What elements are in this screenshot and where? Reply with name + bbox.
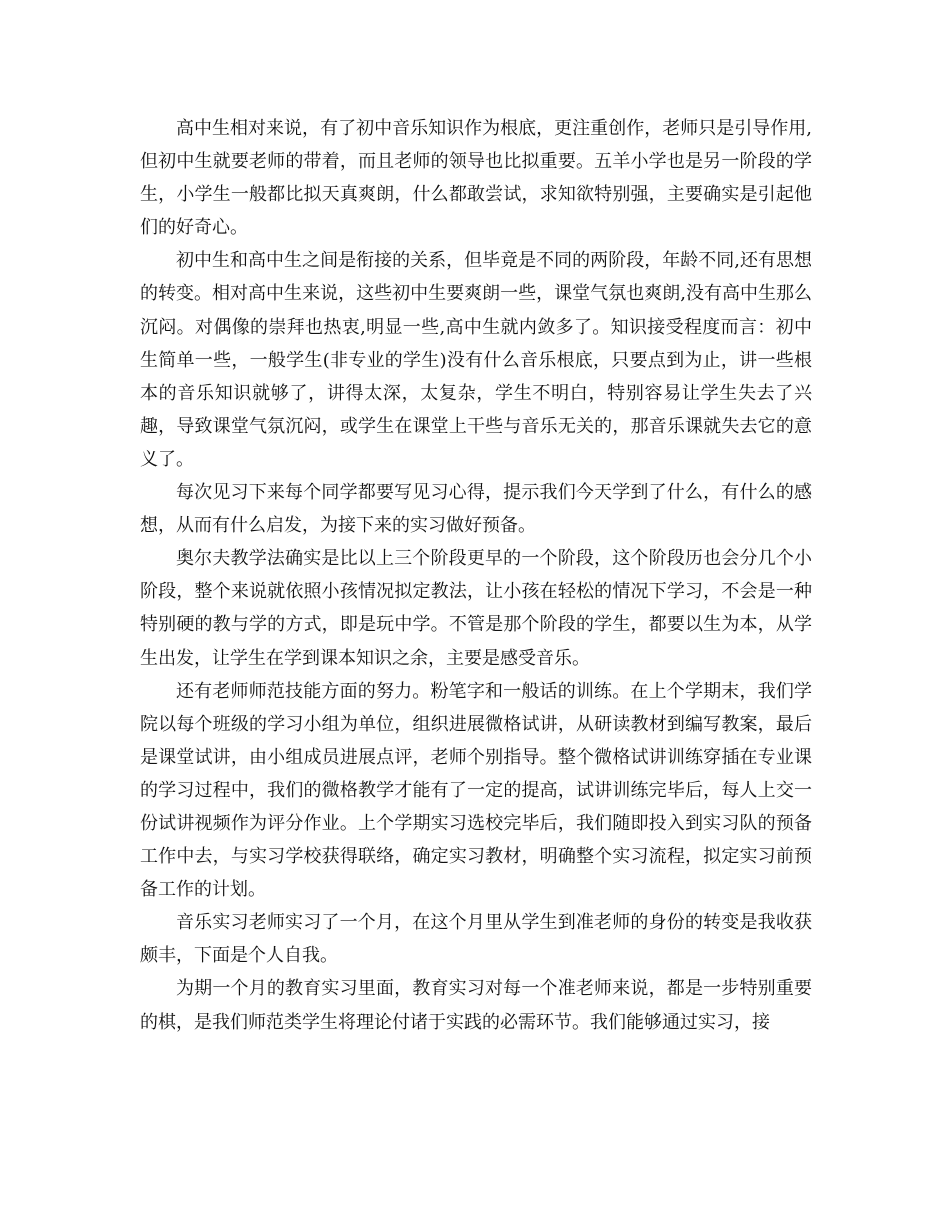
paragraph-3: 每次见习下来每个同学都要写见习心得，提示我们今天学到了什么，有什么的感想，从而有什么启发，为接下来的实习做好预备。 (140, 482, 812, 537)
paragraph-7: 为期一个月的教育实习里面，教育实习对每一个准老师来说，都是一步特别重要的棋，是我们师范类学生将理论付诸于实践的必需环节。我们能够通过实习，接 (140, 978, 812, 1033)
document-body (140, 112, 812, 1039)
paragraph-5: 还有老师师范技能方面的努力。粉笔字和一般话的训练。在上个学期末，我们学院以每个班级的学习小组为单位，组织进展微格试讲，从研读教材到编写教案，最后是课堂试讲，由小组成员进展点评，老师个别指导。整个微格试讲训练穿插在专业课的学习过程中，我们的微格教学才能有了一定的提高，试讲训练完毕后，每人上交一份试讲视频作为评分作业。上个学期实习选校完毕后，我们随即投入到实习队的预备工作中去，与实习学校获得联络，确定实习教材，明确整个实习流程，拟定实习前预备工作的计划。 (140, 680, 812, 901)
paragraph-4: 奥尔夫教学法确实是比以上三个阶段更早的一个阶段，这个阶段历也会分几个小阶段，整个来说就依照小孩情况拟定教法，让小孩在轻松的情况下学习，不会是一种特别硬的教与学的方式，即是玩中学。不管是那个阶段的学生，都要以生为本，从学生出发，让学生在学到课本知识之余，主要是感受音乐。 (140, 548, 812, 669)
paragraph-6: 音乐实习老师实习了一个月，在这个月里从学生到准老师的身份的转变是我收获颇丰，下面是个人自我。 (140, 912, 812, 967)
paragraph-1: 高中生相对来说，有了初中音乐知识作为根底，更注重创作，老师只是引导作用,但初中生就要老师的带着，而且老师的领导也比拟重要。五羊小学也是另一阶段的学生，小学生一般都比拟天真爽朗，什么都敢尝试，求知欲特别强，主要确实是引起他们的好奇心。 (140, 118, 812, 239)
paragraph-2: 初中生和高中生之间是衔接的关系，但毕竟是不同的两阶段，年龄不同,还有思想的转变。相对高中生来说，这些初中生要爽朗一些，课堂气氛也爽朗,没有高中生那么沉闷。对偶像的崇拜也热衷,明显一些,高中生就内敛多了。知识接受程度而言：初中生简单一些，一般学生(非专业的学生)没有什么音乐根底，只要点到为止，讲一些根本的音乐知识就够了，讲得太深，太复杂，学生不明白，特别容易让学生失去了兴趣，导致课堂气氛沉闷，或学生在课堂上干些与音乐无关的，那音乐课就失去它的意义了。 (140, 250, 812, 470)
